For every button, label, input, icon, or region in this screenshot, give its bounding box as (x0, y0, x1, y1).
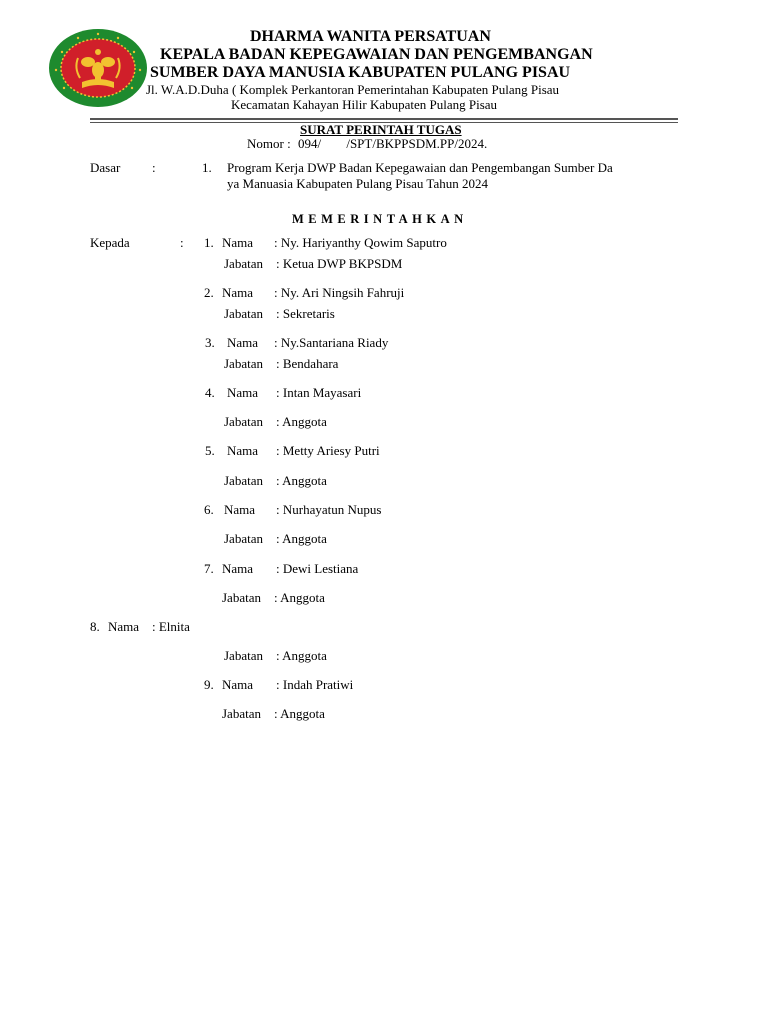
member-nama: : Elnita (152, 619, 190, 634)
member-jabatan-label: Jabatan (224, 356, 263, 371)
kepada-colon: : (180, 235, 184, 250)
member-number: 1. (204, 235, 214, 250)
member-jabatan: : Anggota (274, 706, 325, 721)
member-jabatan-label: Jabatan (224, 256, 263, 271)
member-number: 9. (204, 677, 214, 692)
member-jabatan-label: Jabatan (224, 531, 263, 546)
letter-title: SURAT PERINTAH TUGAS (300, 122, 462, 137)
member-number: 5. (205, 443, 215, 458)
dwp-emblem-icon (48, 28, 148, 108)
member-number: 7. (204, 561, 214, 576)
header-region-name: SUMBER DAYA MANUSIA KABUPATEN PULANG PISAU (150, 64, 571, 81)
member-jabatan: : Anggota (274, 590, 325, 605)
member-jabatan: : Anggota (276, 414, 327, 429)
member-number: 8. (90, 619, 100, 634)
memerintahkan-heading: MEMERINTAHKAN (292, 212, 468, 226)
member-nama: : Ny. Ari Ningsih Fahruji (274, 285, 405, 300)
member-nama: : Metty Ariesy Putri (276, 443, 380, 458)
header-org-name: DHARMA WANITA PERSATUAN (250, 28, 491, 45)
dasar-colon: : (152, 160, 156, 175)
member-jabatan-label: Jabatan (224, 473, 263, 488)
member-nama: : Indah Pratiwi (276, 677, 354, 692)
member-nama: : Ny.Santariana Riady (274, 335, 389, 350)
header-divider (90, 118, 678, 120)
member-number: 6. (204, 502, 214, 517)
letter-number: Nomor : 094/ /SPT/BKPPSDM.PP/2024. (247, 136, 488, 151)
member-jabatan-label: Jabatan (224, 306, 263, 321)
member-nama-label: Nama (222, 677, 254, 692)
member-nama-label: Nama (222, 285, 254, 300)
member-jabatan: : Sekretaris (276, 306, 335, 321)
kepada-label: Kepada (90, 235, 130, 250)
header-address-line2: Kecamatan Kahayan Hilir Kabupaten Pulang Pisau (231, 97, 498, 112)
member-nama-label: Nama (227, 443, 259, 458)
member-nama-label: Nama (108, 619, 140, 634)
member-jabatan-label: Jabatan (224, 648, 263, 663)
member-nama: : Dewi Lestiana (276, 561, 359, 576)
member-nama-label: Nama (224, 502, 256, 517)
member-jabatan: : Ketua DWP BKPSDM (276, 256, 403, 271)
member-jabatan: : Anggota (276, 531, 327, 546)
member-jabatan-label: Jabatan (222, 706, 261, 721)
member-jabatan: : Anggota (276, 648, 327, 663)
member-number: 2. (204, 285, 214, 300)
dasar-number: 1. (202, 160, 212, 175)
header-office-name: KEPALA BADAN KEPEGAWAIAN DAN PENGEMBANGAN (160, 46, 593, 63)
member-nama: : Ny. Hariyanthy Qowim Saputro (274, 235, 447, 250)
member-nama-label: Nama (222, 235, 254, 250)
member-nama-label: Nama (227, 385, 259, 400)
member-nama: : Nurhayatun Nupus (276, 502, 382, 517)
member-number: 3. (205, 335, 215, 350)
dasar-text-line1: Program Kerja DWP Badan Kepegawaian dan Pengembangan Sumber Da (227, 160, 613, 175)
member-number: 4. (205, 385, 215, 400)
header-address-line1: Jl. W.A.D.Duha ( Komplek Perkantoran Pemerintahan Kabupaten Pulang Pisau (146, 82, 560, 97)
dasar-text-line2: ya Manuasia Kabupaten Pulang Pisau Tahun 2024 (227, 176, 488, 191)
member-nama-label: Nama (222, 561, 254, 576)
member-nama-label: Nama (227, 335, 259, 350)
member-nama: : Intan Mayasari (276, 385, 362, 400)
member-jabatan-label: Jabatan (224, 414, 263, 429)
member-jabatan-label: Jabatan (222, 590, 261, 605)
member-jabatan: : Anggota (276, 473, 327, 488)
member-jabatan: : Bendahara (276, 356, 339, 371)
dasar-label: Dasar (90, 160, 121, 175)
